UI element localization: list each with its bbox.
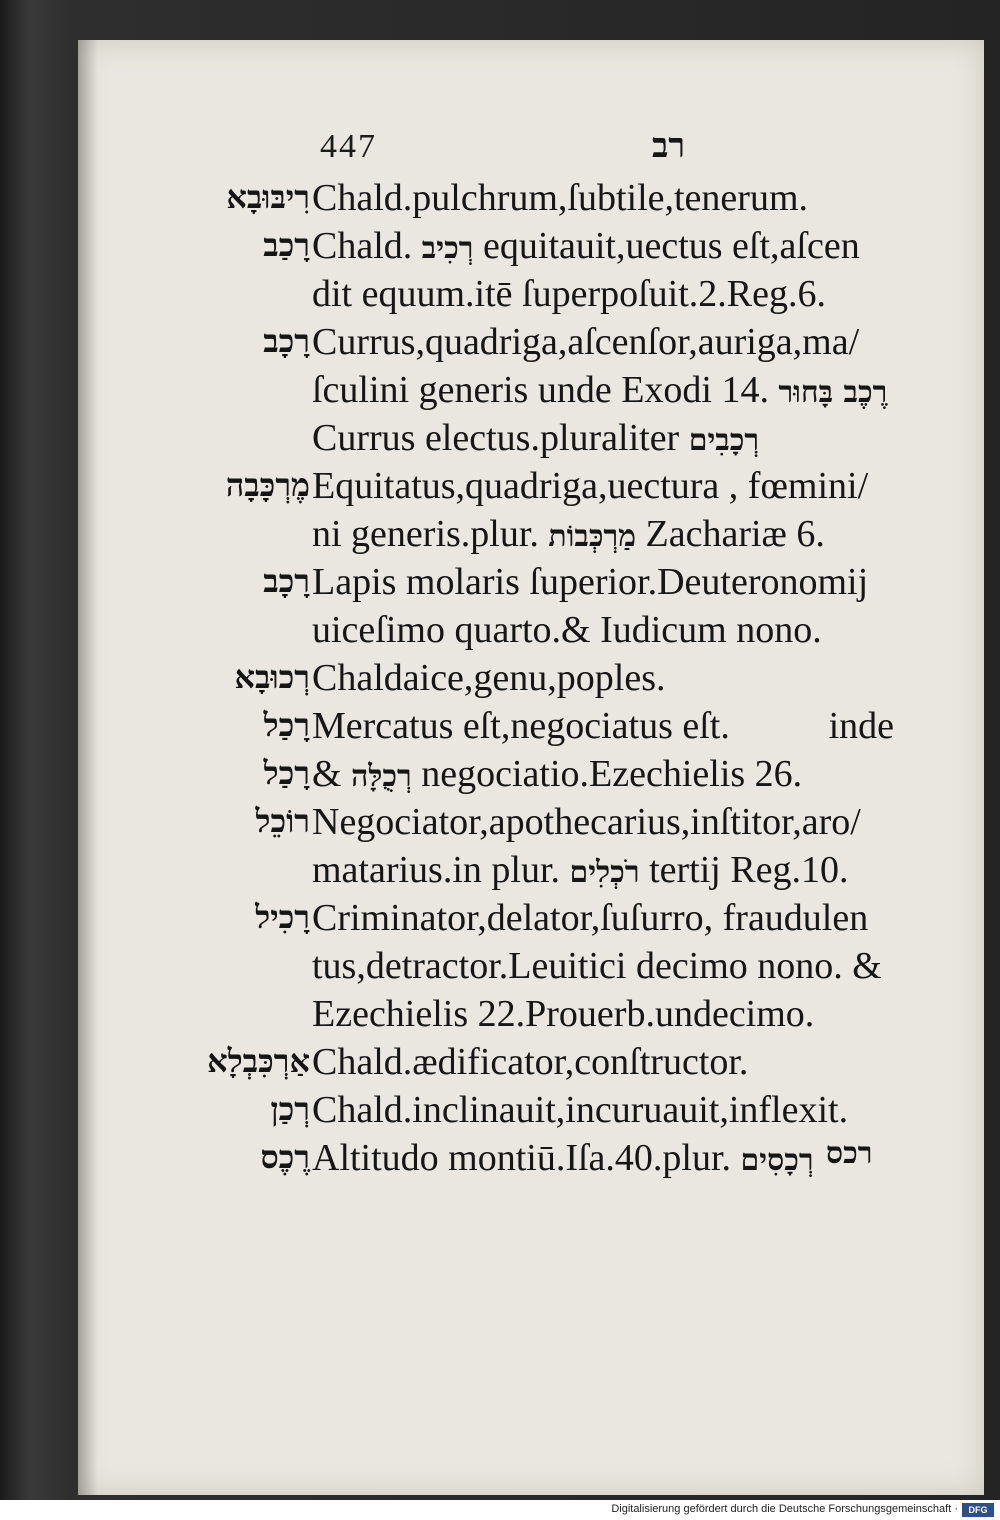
entry-line <box>0 560 1000 608</box>
entry-text <box>312 896 868 940</box>
entry-text <box>312 560 868 604</box>
entry-line <box>0 752 1000 800</box>
hebrew-headword: מֶרְכָּבָה <box>225 466 310 504</box>
catchword: רכס <box>826 1136 873 1171</box>
hebrew-headword: רָכִיל <box>255 898 310 936</box>
entry-line <box>0 656 1000 704</box>
latin-text-after: Zachariæ 6. <box>636 513 825 555</box>
entry-text <box>312 512 825 556</box>
hebrew-headword: רֶכֶס <box>260 1138 310 1176</box>
hebrew-headword: אַרְכִּבְלָא <box>207 1042 310 1080</box>
entry-line <box>0 224 1000 272</box>
hebrew-headword: רָכָב <box>263 322 310 360</box>
right-note: inde <box>828 705 894 747</box>
latin-text: ſculini generis unde Exodi 14. <box>312 369 779 411</box>
entry-line <box>0 1040 1000 1088</box>
latin-text: Negociator,apothecarius,inſtitor,aro/ <box>312 801 861 843</box>
entry-line <box>0 992 1000 1040</box>
entry-text <box>312 320 859 364</box>
entry-text <box>312 272 826 316</box>
hebrew-headword: רָכַל <box>263 754 310 792</box>
inline-hebrew: רְכָסִים <box>740 1143 814 1178</box>
entry-text <box>312 224 860 268</box>
latin-text: ni generis.plur. <box>312 513 549 555</box>
latin-text: matarius.in plur. <box>312 849 570 891</box>
latin-text: Mercatus eſt,negociatus eſt. <box>312 705 730 747</box>
inline-hebrew: רֶכֶב בָּחוּר <box>778 375 888 410</box>
latin-text: Currus electus.pluraliter <box>312 417 689 459</box>
entry-line <box>0 320 1000 368</box>
page-number: 447 <box>320 128 377 165</box>
inline-hebrew: רֹכְלִים <box>569 855 640 890</box>
latin-text-after: equitauit,uectus eſt,aſcen <box>473 225 860 267</box>
entry-line <box>0 800 1000 848</box>
latin-text: Criminator,delator,ſuſurro, fraudulen <box>312 897 869 939</box>
hebrew-headword: רְכוּבָא <box>234 658 310 696</box>
dictionary-entries <box>0 176 1000 1184</box>
latin-text: dit equum.itē ſuperpoſuit.2.Reg.6. <box>312 273 826 315</box>
entry-line <box>0 896 1000 944</box>
entry-text <box>312 992 814 1036</box>
inline-hebrew: רְכֻלָּה <box>351 759 412 794</box>
hebrew-headword: רִיבּוּבָא <box>226 178 310 216</box>
entry-text <box>312 176 808 220</box>
latin-text: Equitatus,quadriga,uectura , fœmini/ <box>312 465 869 507</box>
footer-text: Digitalisierung gefördert durch die Deutsche Forschungsgemeinschaft · <box>611 1503 958 1515</box>
latin-text: Ezechielis 22.Prouerb.undecimo. <box>312 993 815 1035</box>
latin-text-after: negociatio.Ezechielis 26. <box>411 753 803 795</box>
entry-text <box>312 848 849 892</box>
entry-line <box>0 608 1000 656</box>
head-word: רב <box>652 126 686 166</box>
entry-text <box>312 608 822 652</box>
latin-text: Chald.inclinauit,incuruauit,inflexit. <box>312 1089 849 1131</box>
hebrew-headword: רָכַב <box>263 226 310 264</box>
dfg-logo: DFG <box>962 1503 994 1517</box>
inline-hebrew: מַרְכְּבוֹת <box>548 519 637 554</box>
latin-text-after: tertij Reg.10. <box>639 849 849 891</box>
latin-text: Chald.pulchrum,ſubtile,tenerum. <box>312 177 809 219</box>
entry-line <box>0 464 1000 512</box>
entry-line <box>0 704 1000 752</box>
entry-text <box>312 368 887 412</box>
latin-text: Chald. <box>312 225 422 267</box>
entry-text <box>312 752 802 796</box>
entry-text <box>312 1088 848 1132</box>
running-head <box>320 128 720 168</box>
entry-text <box>312 800 861 844</box>
entry-text <box>312 1040 748 1084</box>
entry-text <box>312 1136 814 1180</box>
inline-hebrew: רְכָבִים <box>688 423 760 458</box>
latin-text: Altitudo montiū.Iſa.40.plur. <box>312 1137 741 1179</box>
entry-text <box>312 704 730 748</box>
entry-line <box>0 944 1000 992</box>
entry-text <box>312 944 882 988</box>
hebrew-headword: רָכַל <box>263 706 310 744</box>
latin-text: tus,detractor.Leuitici decimo nono. & <box>312 945 882 987</box>
entry-line <box>0 1088 1000 1136</box>
latin-text: Chald.ædificator,conſtructor. <box>312 1041 749 1083</box>
hebrew-headword: רָכָב <box>263 562 310 600</box>
entry-line <box>0 512 1000 560</box>
latin-text: uiceſimo quarto.& Iudicum nono. <box>312 609 822 651</box>
entry-text <box>312 416 759 460</box>
latin-text: Lapis molaris ſuperior.Deuteronomij <box>312 561 869 603</box>
entry-text <box>312 464 868 508</box>
entry-line <box>0 176 1000 224</box>
entry-line <box>0 272 1000 320</box>
entry-text <box>312 656 666 700</box>
entry-line <box>0 848 1000 896</box>
latin-text: Chaldaice,genu,poples. <box>312 657 666 699</box>
entry-line <box>0 368 1000 416</box>
latin-text: & <box>312 753 352 795</box>
hebrew-headword: רוֹכֵל <box>255 802 310 840</box>
inline-hebrew: רְכִיב <box>421 231 474 266</box>
footer-bar <box>0 1500 1000 1520</box>
latin-text: Currus,quadriga,aſcenſor,auriga,ma/ <box>312 321 860 363</box>
hebrew-headword: רְכַן <box>270 1090 310 1128</box>
entry-line <box>0 416 1000 464</box>
